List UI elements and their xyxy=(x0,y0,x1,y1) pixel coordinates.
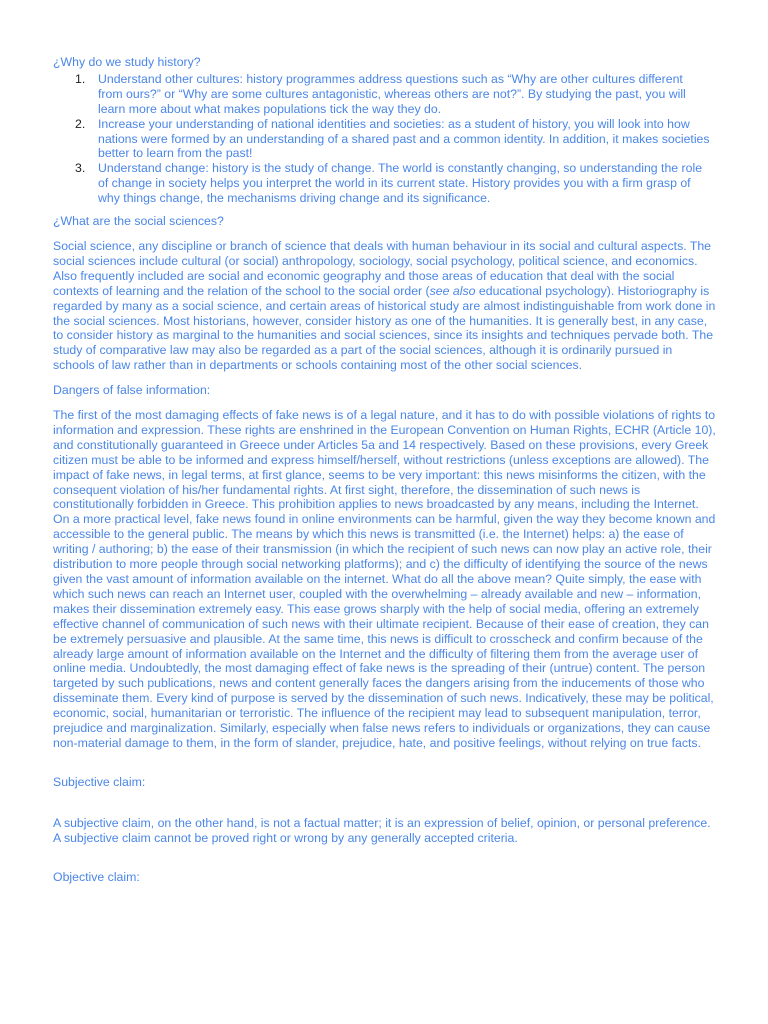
social-sciences-paragraph xyxy=(53,239,716,373)
list-item xyxy=(75,161,716,206)
list-item xyxy=(75,116,716,162)
list-item xyxy=(75,71,716,117)
list-item-text: Understand other cultures: history programmes address questions such as “Why are other cultures different from ours?” or “Why are some cultures antagonistic, whereas others are not?”. By studying the past, you will learn more about what makes populations tick the way they do. xyxy=(98,71,686,116)
list-item-number: 1. xyxy=(75,71,86,86)
objective-claim-heading: Objective claim: xyxy=(53,869,140,884)
subjective-claim-heading: Subjective claim: xyxy=(53,774,146,789)
social-sciences-heading: ¿What are the social sciences? xyxy=(53,214,224,229)
social-sciences-text-b: educational psychology). Historiography is regarded by many as a social science, and certain areas of historical study are almost indistinguishable from work done in the social sciences. Most historians, however, consider history as one of the humanities. It is generally best, in any case, to consider history as marginal to the humanities and social sciences, since its insights and techniques pervade both. The study of comparative law may also be regarded as a part of the social sciences, although it is ordinarily pursued in schools of law rather than in departments or schools containing most of the other social sciences. xyxy=(53,283,716,373)
false-info-paragraph: The first of the most damaging effects of fake news is of a legal nature, and it has to do with possible violations of rights to information and expression. These rights are enshrined in the European Convention on Human Rights, ECHR (Article 10), and constitutionally guaranteed in Greece under Articles 5a and 14 respectively. Based on these provisions, every Greek citizen must be able to be informed and express himself/herself, without restrictions (unless exceptions are allowed). The impact of fake news, in legal terms, at first glance, seems to be very important: this news misinforms the citizen, with the consequent violation of his/her fundamental rights. At first sight, therefore, the dissemination of such news is constitutionally forbidden in Greece. This prohibition applies to news broadcasted by any means, including the Internet. On a more practical level, fake news found in online environments can be harmful, given the way they become known and accessible to the general public. The means by which this news is transmitted (i.e. the Internet) helps: a) the ease of writing / authoring; b) the ease of their transmission (in which the recipient of such news can now play an active role, their distribution to more people through social networking platforms); and c) the difficulty of identifying the source of the news given the vast amount of information available on the internet. What do all the above mean? Quite simply, the ease with which such news can reach an Internet user, coupled with the overwhelming – already available and new – information, makes their dissemination extremely easy. This ease grows sharply with the help of social media, offering an extremely effective channel of communication of such news with their ultimate recipient. Because of their ease of creation, they can be extremely persuasive and plausible. At the same time, this news is difficult to crosscheck and confirm because of the already large amount of information available on the Internet and the difficulty of filtering them from the average user of online media. Undoubtedly, the most damaging effect of fake news is the spreading of their (untrue) content. The person targeted by such publications, news and content generally faces the dangers arising from the inducements of those who disseminate them. Every kind of purpose is served by the dissemination of such news. Indicatively, these may be political, economic, social, humanitarian or terroristic. The influence of the recipient may lead to subsequent manipulation, terror, prejudice and marginalization. Similarly, especially when false news refers to individuals or organizations, they can cause non-material damage to them, in the form of slander, prejudice, hate, and positive feelings, without relying on true facts. xyxy=(53,408,716,750)
social-sciences-text-a: Social science, any discipline or branch of science that deals with human behaviour in its social and cultural aspects. The social sciences include cultural (or social) anthropology, sociology, social psychology, political science, and economics. Also frequently included are social and economic geography and those areas of education that deal with the social contexts of learning and the relation of the school to the social order ( xyxy=(53,238,712,298)
false-info-heading: Dangers of false information: xyxy=(53,383,211,398)
why-history-heading: ¿Why do we study history? xyxy=(53,55,201,69)
why-history-list xyxy=(53,72,716,206)
list-item-number: 2. xyxy=(75,116,86,131)
list-item-number: 3. xyxy=(75,161,86,176)
see-also-italic: see also xyxy=(429,283,476,298)
list-item-text: Increase your understanding of national identities and societies: as a student of history, you will look into how nations were formed by an understanding of a shared past and a common identity. In addition, it makes societies better to learn from the past! xyxy=(98,116,710,161)
list-item-text: Understand change: history is the study of change. The world is constantly changing, so understanding the role of change in society helps you interpret the world in its current state. History provides you with a firm grasp of why things change, the mechanisms driving change and its significance. xyxy=(98,161,703,206)
subjective-claim-paragraph: A subjective claim, on the other hand, is not a factual matter; it is an expression of belief, opinion, or personal preference. A subjective claim cannot be proved right or wrong by any generally accepted criteria. xyxy=(53,815,711,845)
